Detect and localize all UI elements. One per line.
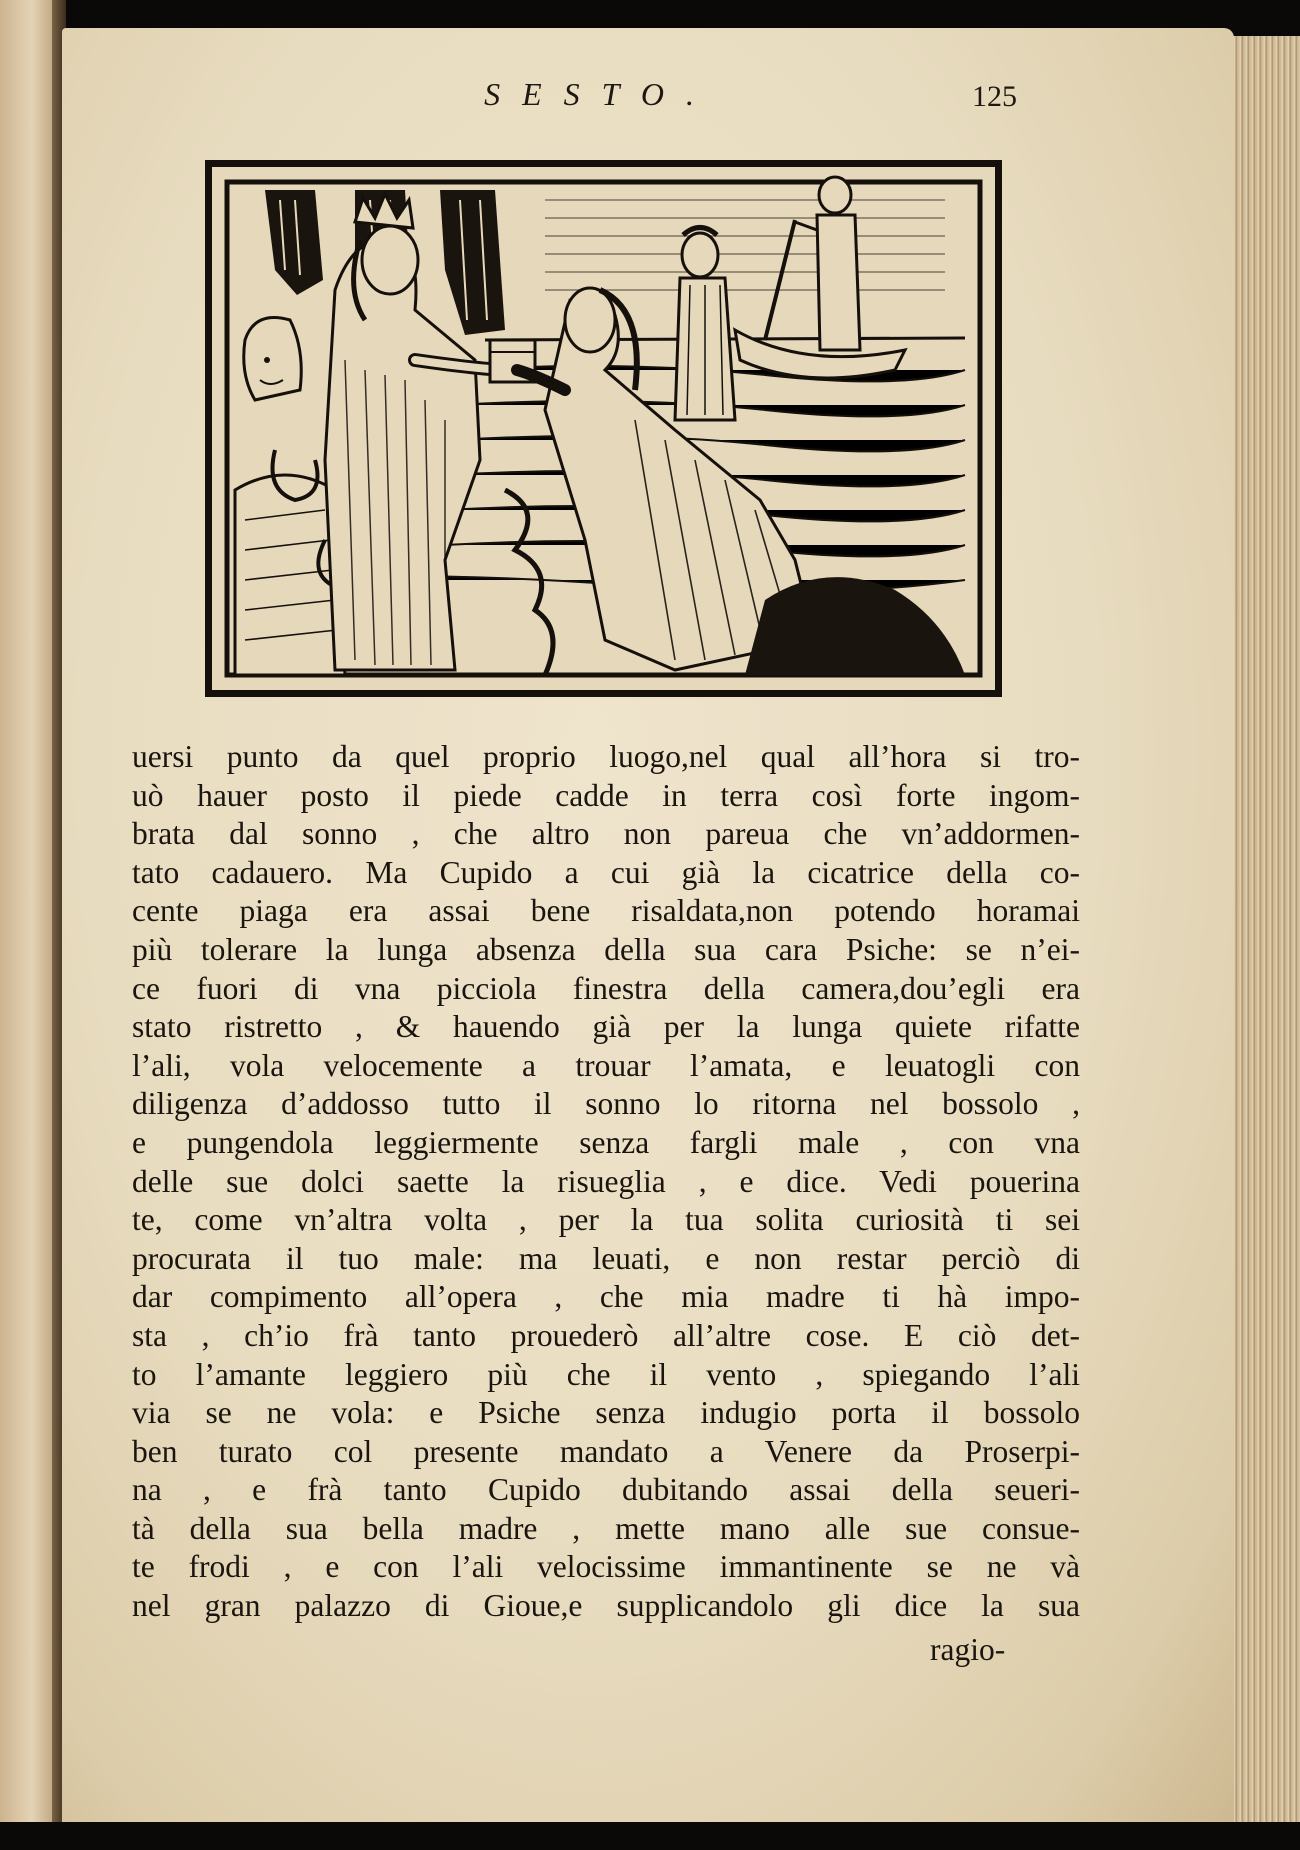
page-number: 125: [972, 80, 1017, 113]
catchword: ragio-: [930, 1632, 1006, 1667]
text-line: cente piaga era assai bene risaldata,non potendo horamai: [132, 893, 1080, 929]
text-line: uersi punto da quel proprio luogo,nel qual all’hora si tro-: [132, 739, 1080, 774]
text-line: procurata il tuo male: ma leuati, e non restar perciò di: [132, 1240, 1080, 1276]
text-line: dar compimento all’opera , che mia madre ti hà impo-: [132, 1279, 1080, 1315]
text-line: uò hauer posto il piede cadde in terra così forte ingom-: [132, 777, 1080, 813]
scan-background: [0, 1822, 1300, 1850]
text-line: l’ali, vola velocemente a trouar l’amata, e leuatogli con: [132, 1047, 1080, 1083]
text-line: tà della sua bella madre , mette mano alle sue consue-: [132, 1510, 1080, 1546]
body-text: [132, 738, 1080, 1626]
woodcut-illustration-icon: [205, 160, 1002, 697]
text-line: e pungendola leggiermente senza fargli male , con vna: [132, 1124, 1080, 1160]
text-line: via se ne vola: e Psiche senza indugio porta il bossolo: [132, 1395, 1080, 1431]
text-line: te, come vn’altra volta , per la tua solita curiosità ti sei: [132, 1202, 1080, 1238]
text-line: brata dal sonno , che altro non pareua che vn’addormen-: [132, 816, 1080, 852]
text-line: to l’amante leggiero più che il vento , spiegando l’ali: [132, 1356, 1080, 1392]
text-line: stato ristretto , & hauendo già per la lunga quiete rifatte: [132, 1009, 1080, 1045]
text-line: te frodi , e con l’ali velocissime immantinente se ne và: [132, 1549, 1080, 1585]
left-page-edge: [0, 0, 58, 1850]
text-line: più tolerare la lunga absenza della sua cara Psiche: se n’ei-: [132, 931, 1080, 967]
text-line: sta , ch’io frà tanto prouederò all’altre cose. E ciò det-: [132, 1317, 1080, 1353]
text-line: na , e frà tanto Cupido dubitando assai della seueri-: [132, 1472, 1080, 1508]
text-line: diligenza d’addosso tutto il sonno lo ritorna nel bossolo ,: [132, 1086, 1080, 1122]
page-fore-edge: [1232, 36, 1300, 1826]
running-head: SESTO.: [484, 76, 716, 112]
woodcut-illustration: [205, 160, 1002, 697]
text-line: ce fuori di vna picciola finestra della camera,dou’egli era: [132, 970, 1080, 1006]
text-line: nel gran palazzo di Gioue,e supplicandolo gli dice la sua: [132, 1588, 1080, 1624]
text-line: ben turato col presente mandato a Venere da Proserpi-: [132, 1433, 1080, 1469]
text-line: delle sue dolci saette la risueglia , e dice. Vedi pouerina: [132, 1163, 1080, 1199]
text-line: tato cadauero. Ma Cupido a cui già la cicatrice della co-: [132, 854, 1080, 890]
